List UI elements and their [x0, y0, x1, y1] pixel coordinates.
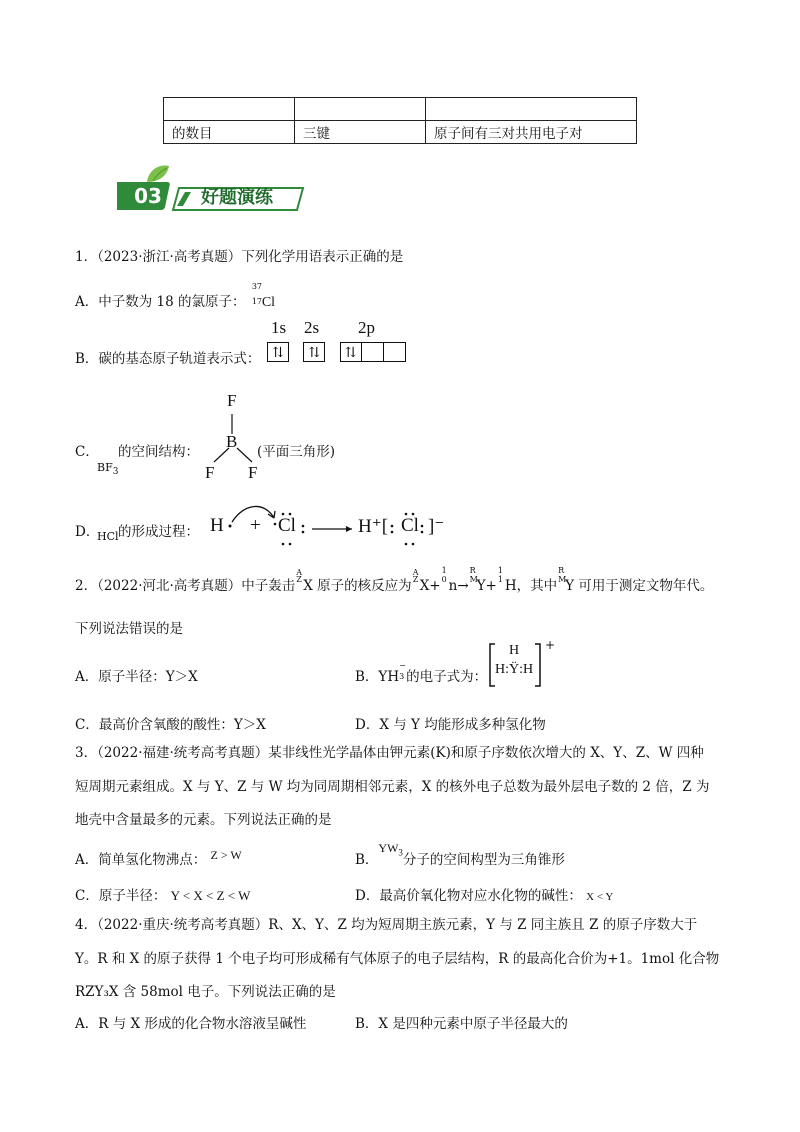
superscript: A: [412, 568, 419, 577]
table-cell: 的数目: [164, 121, 295, 144]
section-title: 好题演练: [201, 187, 273, 208]
table-cell: [164, 98, 295, 121]
question-2-stem: [75, 566, 714, 594]
text: Y+: [476, 578, 497, 594]
q2-option-d: D．X 与 Y 均能形成多种氢化物: [355, 717, 546, 733]
section-banner: [117, 160, 307, 215]
q4-option-a: A．R 与 X 形成的化合物水溶液呈碱性: [75, 1016, 307, 1032]
molecule-name: BF: [97, 461, 113, 474]
isotope-numbers: [250, 282, 262, 310]
molecule: [378, 841, 403, 858]
table-cell: 原子间有三对共用电子对: [426, 121, 637, 144]
plus-sign: +: [250, 515, 261, 536]
expression: Z > W: [210, 848, 242, 862]
superscript: M: [558, 575, 567, 584]
subscript: 3: [398, 847, 403, 858]
subscript: 0: [441, 575, 447, 584]
superscript: Z: [296, 575, 302, 584]
atom-f-left: F: [205, 463, 215, 482]
formula-mid: H:Ÿ:H: [495, 662, 534, 677]
empty-orbital: [362, 342, 384, 362]
empty-orbital: [384, 342, 406, 362]
text: n→: [448, 578, 469, 594]
question-3-line3: 地壳中含量最多的元素。下列说法正确的是: [75, 812, 332, 828]
element-symbol: Cl: [261, 295, 276, 310]
superscript: R: [558, 566, 565, 575]
text: X 原子的核反应为: [303, 578, 412, 594]
orbital-label-2p: 2p: [358, 318, 375, 337]
atom-b: B: [226, 432, 238, 451]
superscript: 1: [497, 566, 503, 575]
q3-option-d: [355, 884, 613, 904]
question-4-line3: RZY₃X 含 58mol 电子。下列说法正确的是: [75, 984, 336, 1000]
question-3-line1: 3．（2022·福建·统考高考真题）某非线性光学晶体由钾元素(K)和原子序数依次增大的 X、Y、Z、W 四种: [75, 745, 704, 761]
atom-h: H: [210, 515, 224, 536]
q1-option-c-text: 的空间结构：: [118, 444, 199, 460]
text: B．YH: [355, 669, 400, 685]
superscript: 1: [441, 566, 447, 575]
q3-option-a: [75, 848, 242, 868]
text: X+: [419, 578, 441, 594]
orbital-label-1s: 1s: [271, 318, 287, 337]
question-2-line2: 下列说法错误的是: [75, 621, 183, 637]
text: 分子的空间构型为三角锥形: [402, 852, 565, 868]
superscript: R: [469, 566, 476, 575]
q4-option-b: B．X 是四种元素中原子半径最大的: [355, 1016, 568, 1032]
expression: X < Y: [586, 891, 614, 903]
up-down-arrows-icon: ⇅: [340, 342, 362, 362]
q2-option-b: [355, 661, 488, 685]
electron-transfer-diagram: [200, 500, 460, 550]
superscript: Z: [412, 575, 419, 584]
atom-cl: Cl: [278, 515, 296, 536]
superscript: M: [469, 575, 478, 584]
question-4-line2: Y。R 和 X 的原子获得 1 个电子均可形成稀有气体原子的电子层结构，R 的最高化合价为+1。1mol 化合物: [75, 951, 720, 967]
q1-option-b: B．碳的基态原子轨道表示式：: [75, 351, 261, 367]
section-number: 03: [134, 184, 162, 208]
text: Y 可用于测定文物年代。: [565, 578, 714, 594]
subscript: 3: [399, 672, 405, 681]
question-4-line1: 4．（2022·重庆·统考高考真题）R、X、Y、Z 均为短周期主族元素，Y 与 Z 同主族且 Z 的原子序数大于: [75, 917, 698, 933]
table-cell: 三键: [295, 121, 426, 144]
orbital-2s: [303, 342, 325, 362]
atomic-number: 17: [251, 297, 262, 306]
orbital-diagram: [267, 342, 416, 362]
q1-option-a: [75, 282, 276, 311]
table-cell: [295, 98, 426, 121]
up-down-arrows-icon: ⇅: [303, 342, 325, 362]
product-cl: Cl: [401, 515, 419, 536]
q1-option-d-label: D．: [75, 524, 100, 540]
q1-option-c-label: C．: [75, 444, 99, 460]
table-cell: [426, 98, 637, 121]
superscript: −: [399, 661, 406, 670]
atom-f-top: F: [227, 391, 237, 410]
q2-option-a: A．原子半径：Y＞X: [75, 669, 198, 685]
text: 的电子式为：: [406, 669, 488, 685]
text: C．原子半径：: [75, 888, 167, 904]
atom-f-right: F: [248, 463, 258, 482]
orbital-2p: [340, 342, 406, 362]
q1-option-d-text: 的形成过程：: [118, 524, 199, 540]
table-row: [164, 98, 637, 121]
option-text: A．中子数为 18 的氯原子：: [75, 294, 246, 310]
text: 2．（2022·河北·高考真题）中子轰击: [75, 578, 296, 594]
hcl-label: HCl: [97, 530, 119, 543]
orbital-1s: [267, 342, 289, 362]
q3-option-b: [355, 841, 565, 869]
question-1-stem: 1．（2023·浙江·高考真题）下列化学用语表示正确的是: [75, 249, 404, 265]
formula-charge: +: [545, 638, 556, 652]
question-3-line2: 短周期元素组成。X 与 Y、Z 与 W 均为同周期相邻元素，X 的核外电子总数为最外层电子数的 2 倍，Z 为: [75, 779, 710, 795]
superscript: A: [296, 568, 303, 577]
text: A．简单氢化物沸点：: [75, 852, 207, 868]
subscript: 1: [497, 575, 503, 584]
bf3-label: [97, 461, 118, 477]
text: D．最高价氧化物对应水化物的碱性：: [355, 888, 582, 904]
formula-top-h: H: [509, 643, 520, 658]
expression: Y < X < Z < W: [170, 888, 251, 903]
q2-option-c: C．最高价含氧酸的酸性：Y＞X: [75, 717, 266, 733]
text: H，其中: [504, 578, 558, 594]
comparison-table: [163, 97, 637, 144]
q3-option-c: [75, 884, 250, 904]
table-row: [164, 121, 637, 144]
subscript: 3: [112, 467, 119, 478]
mass-number: 37: [251, 282, 262, 291]
product-right: ]⁻: [428, 516, 445, 537]
up-down-arrows-icon: ⇅: [267, 342, 289, 362]
shape-note: (平面三角形): [257, 444, 336, 460]
product-left: H⁺[: [358, 516, 389, 537]
text: B．: [355, 852, 379, 868]
orbital-label-2s: 2s: [304, 318, 320, 337]
molecule-name: YW: [378, 841, 399, 855]
